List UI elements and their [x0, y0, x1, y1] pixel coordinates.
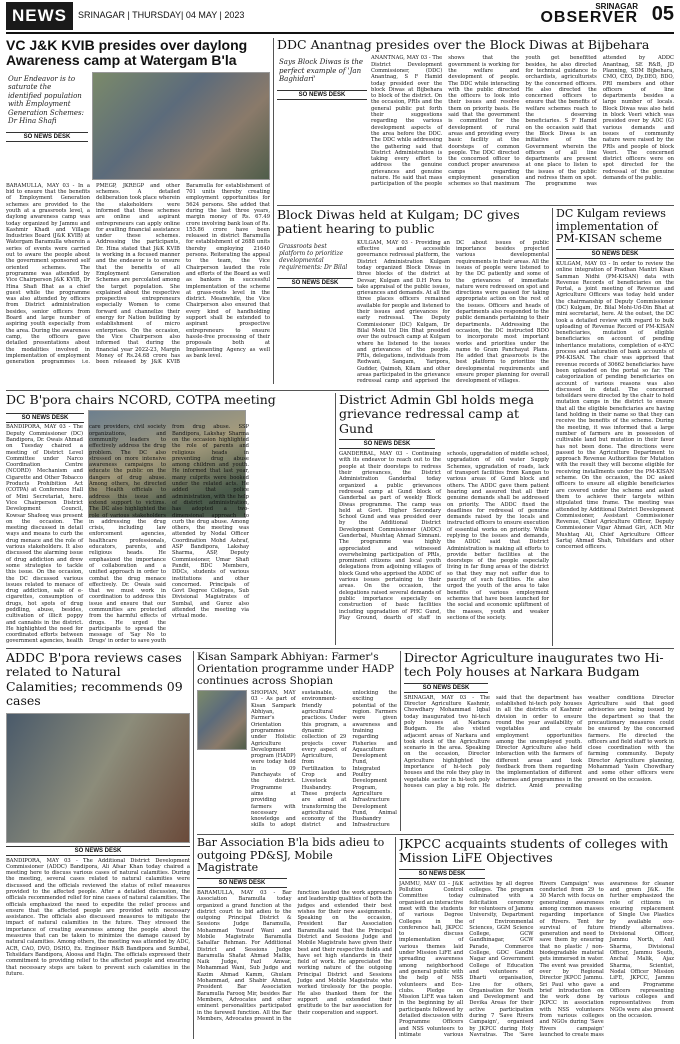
column-rule: [395, 837, 396, 1039]
column-rule: [400, 651, 401, 831]
headline: Bar Association B'la bids adieu to outgoing PD&SJ, Mobile Magistrate: [197, 837, 385, 875]
article-poly-houses: [404, 651, 674, 831]
byline: SO NEWS DESK: [404, 683, 488, 693]
byline: SO NEWS DESK: [339, 439, 435, 449]
article-kvib: [6, 38, 270, 388]
headline: VC J&K KVIB presides over daylong Awareness camp at Watergam B'la: [6, 38, 248, 69]
masthead-divider: [6, 32, 674, 34]
headline: DC B'pora chairs NCORD, COTPA meeting: [6, 393, 276, 407]
article-body: BARAMULLA, MAY 03 - In a bid to ensure that the benefits of Employment Generation schemes are provided to the youth at a grassroots level, a daylong awareness camp was today organized by Jammu and Kashmir Khadi and Village Industries Board (J&K KVIB) at Watergam Baramulla wherein a series of events were carried out to aware the people about the government sponsored self oriented schemes. The programme was attended by Vice Chairperson J&K KVIB, Dr Hina Shafi Bhat as a chief guest while the programme was also attended by officers from District administration besides, senior officers from Board and large number of aspiring youth especially from the area. During the awareness camp, the officers gave detailed presentations about the modalities involved in implementation of employment generation programmes i.e. PMEGP, JKREGP and other schemes. A detailed deliberation took place wherein the stakeholders were informed that these schemes are online and aspirant entrepreneurs can apply online for availing financial assistance under these schemes. Addressing the participants, Dr. Hina stated that J&K KVIB is working in a focused manner and the endeavor is to ensure that the benefits of all Employment Generation Schemes are percolated among the target population. She explained about the respective prospective entrepreneurs especially Women to come forward and channelize their energy for Nation building by establishment of micro enterprises. On the occasion, the Vice Chairperson also informed that during the financial year 2022-23, Margin Money of Rs.24.68 crore has been released by J&K KVIB Baramulla for establishment of 701 units thereby creating employment opportunities for 5624 persons. She added that during the last three years, margin money of Rs. 67.49 crore involving bank loan of Rs. 155.86 crore have been released in district Baramulla for establishment of 2688 units thereby employing 21640 persons. Reiterating the appeal to the team, the Vice Chairperson lauded the role and efforts of the Board as well as bankers in successful implementation of the scheme at grass-roots level in the district. Meanwhile, the Vice Chairperson also ensured that every kind of handholding support shall be extended to aspirant prospective entrepreneurs to ensure hassle-free processing of their proposals both at Implementing Agency as well as bank level.: [6, 182, 270, 366]
byline: SO NEWS DESK: [197, 878, 287, 888]
headline: ADDC B'pora reviews cases related to Natural Calamities; recommends 09 cases: [6, 651, 183, 709]
pull-quote: Our Endeavor is to saturate the identified population with Employment Generation Schemes: Dr Hina Shafi: [8, 74, 85, 126]
column-rule: [552, 208, 553, 646]
article-body: KULGAM, MAY 03 - Providing an effective and accessible governance redressal platform, the District Administration Kulgam today organized Block Diwas in three blocks of the district at Devsar, Kulgam and D.H Pora to take appraisal of the public issues, grievances and demands. At all the three places officers remained available for people and listened to their issues and grievances for early redressal. The Deputy Commissioner (DC) Kulgam, Dr Bilal Mohi Ud Din Bhat presided over the outreach camp at Kulgam where he listened to the issues and grievances of the people. PRIs, delegations, individuals from Redwani, Sangam, Yaripora, Gudder, Qaimoh, Kilam and other areas participated in the grievance redressal camp and apprised the DC about issues of public importance besides projected various developmental requirements in their areas. All the issues of people were listened to by the DC patiently and some of the grievances of immediate nature were redressed on spot and directions were passed for taking appropriate action on the rest of the issues. Officers and heads of departments also responded to the public demands pertaining to their departments. Addressing the occasion, the DC instructed BDO to incorporate most important works and priorities under the name to Gram Panchayat Plans. He added that grassroots is the best platform to prioritize the developmental requirements and ensure proper planning for overall development of villages.: [357, 239, 549, 385]
article-pm-kisan: [556, 208, 674, 646]
article-body: BARAMULLA, MAY 03 - Bar Association Baramulla today organized a grand function at the district court to bid adieu to the outgoing Principal District & Sessions Judge Baramulla, Mohammad Yousuf Wani and Mobile Magistrate Baramulla Sahalfar Rehman. For Additional District and Sessions Judge Baramulla Shafat Ahmad Mallik, Naik Judge, Fazl Anwar, Mohammad Wani, Sub Judge and Kazim Ahmad Kamm, Ghulam Mohammad, and Shabir Ahmad, President Bar Association Baramulla Farooq Mir, besides Bar Members, Advocates and other eminent personalities participated in the farewell function. All the Bar Members, Advocates present in the function lauded the work approach and leadership qualities of both the judges and extended their best wishes for their new assignments. Speaking on the occasion, President Bar Association Baramulla said that the Principal District and Sessions Judge and Mobile Magistrate have given their best and their respective fields and have set high standards in their field of work. He appreciated the working nature of the outgoing Principal District and Sessions Judge and Mobile Magistrate who worked tirelessly for the people. He also thanked them for the support and extended their gratitude to the bar association for their cooperation and support.: [197, 889, 392, 1022]
article-body: SRINAGAR, MAY 03 - The Director Agriculture Kashmir, Chowdhary Mohammad Iqbal today inaugurated two hi-tech poly houses at Narkara Budgam. He also visited adjacent areas of Narkara and took stock of the Agriculture scenario in the area. Speaking on the occasion, Director Agriculture highlighted the importance of hi-tech poly houses and the role they play in vegetable sector in hi-tech poly houses can play a big role. He said that the department has established hi-tech poly houses in all the districts of Kashmir division in order to ensure round the year availability of vegetables and create employment opportunities among the unemployed youth. Director Agriculture also held interaction with the farmers of different areas and took feedback from them regarding the implementation of different schemes and programmes in the district. Amid prevailing weather conditions Director Agriculture said that good advisories are being issued by the department so that the precautionary measures could be ensured by the concerned farmers. He directed the officers and field staff to work in close coordination with the farming community. Deputy Director Agriculture planning, Mohammad Yasin Chowdhary and some other officers were present on the occasion.: [404, 694, 674, 789]
article-kisan-sampark: [197, 651, 397, 831]
article-bar-association: [197, 837, 392, 1039]
section-rule: [197, 834, 674, 835]
column-rule: [273, 38, 274, 384]
pull-quote: Grassroots best platform to prioritize developmental requirements: Dr Bilal: [279, 242, 348, 272]
article-body: BANDIPORA, MAY 03 - The Additional District Development Commissioner (ADDC) Bandipora, Ali Afsar Khan today chaired a meeting here to discuss various cases of natural calamities. During the meeting, several cases related to natural calamities were discussed and the officials reviewed the status of relief measures provided to the affected people. After a detailed discussion, the officials recommended relief for nine cases of natural calamities. The officials emphasized the need to expedite the relief process and ensure that the affected people are provided with necessary assistance. The officials also discussed measures to mitigate the impact of natural calamities in the future. They stressed the importance of creating awareness among the people about the measures that can be taken to minimize the damage caused by natural calamities. Among others, the meeting was attended by ADC, ACR, CAO, DVO, DSHO, Ex. Engineer R&B Bandipora and Sumbal, Tehsildars Bandipora, Aloosa and Hajin. The officials expressed their commitment to providing relief to the affected people and ensuring that necessary steps are taken to prevent such calamities in the future.: [6, 857, 190, 977]
brand-name: OBSERVER: [540, 9, 638, 26]
headline: JKPCC acquaints students of colleges with Mission LiFE Objectives: [399, 837, 669, 866]
headline: Kisan Sampark Abhiyan: Farmer's Orientation programme under HADP continues across Shopian: [197, 651, 395, 688]
byline: SO NEWS DESK: [6, 413, 84, 423]
article-body: BANDIPORA, MAY 03 - The Deputy Commissioner (DC) Bandipora, Dr. Owais Ahmad on Tuesday chaired a meeting of District Level Committee under Narco Coordination Centre (NCORD) Mechanism and Cigarette and Other Tobacco Products Prohibition Act (COTPA) at Conference Hall of Mini Secretariat, here. Vice Chairperson District Development Council, Kowsar Shafeeq was present on the occasion. The meeting discussed in detail ways and means to curb the drug menace and the role of various stakeholders. It also discussed the alarming issue of drug addiction and drew some strategies to tackle this issue. On the occasion, the DC discussed various issues related to menace of drug addiction, sale of e-cigarettes, consumption of drugs, hot spots of drug peddling, abuse, besides, cultivation of illicit poppy and cannabis in the district. He highlighted the need for coordinated efforts between government agencies, health care providers, civil society organizations, and community leaders to effectively address the drug problem. The DC also stressed on more intensive awareness campaigns to educate the public on the dangers of drug abuse. Among others, he directed the Health officials to address this issue and extend support to victims. The DC also highlighted the role of various stakeholders in addressing the drug crisis, including law enforcement agencies, healthcare professionals, educators, parents, and religious heads. He emphasized the importance of collaboration and a unified approach in order to combat the drug menace effectively. Dr. Owais said that we must work in coordination to address this issue and ensure that our communities are protected from the harmful effects of drugs. He urged the participants to spread the message of 'Say No to Drugs' in order to save youth from drug abuse. SSP Bandipora, Lakshay Sharma on the occasion highlighted the role of parents and religious heads in preventing drug abuse among children and youth. He informed that last year, many culprits were booked under the related acts. He added that police administration, with the help of district administration, has adopted a two-dimensional approach to curb the drug abuse. Among others, the meeting was attended by Nodal Officer Coordination Mohd Ashraf, ASP Bandipora, Lakshay Sharma, ASP, Deputy Commissioner, Umar Shafi Pandit, BDC Members, DDCs, students of various institutions and other concerned. Principals of Govt Degree Colleges, Sub Divisional Magistrates of Sumbal, and Gurez also attended the meeting via virtual mode.: [6, 424, 249, 645]
page-number: 05: [651, 3, 674, 25]
section-rule: [277, 205, 674, 206]
byline: SO NEWS DESK: [399, 869, 485, 879]
section-label: NEWS: [6, 2, 73, 30]
section-rule: [6, 390, 549, 391]
article-body: KULGAM, MAY 03 - In order to review the online integration of Pradhan Mantri Kisan Samman Nidhi (PM-KISAN) data with Revenue Records of beneficiaries on the Portal, a joint meeting of Revenue and Agriculture Officers was today held under the chairmanship of Deputy Commissioner (DC) Kulgam, Dr. Bilal Mohi-Ud-Din Bhat at mini secretariat, here. At the outset, the DC took a detailed review with regard to bulk uploading of Revenue Record of PM-KISAN beneficiaries, mutation of eligible beneficiaries on account of pending inheritance mutations, completion of e-KYC process and saturation of bank accounts of PM-KISAN. The chair was apprised that revenue records of 30662 beneficiaries have been uploaded on the portal so far. The categorization of pending beneficiaries on account of various reasons was also discussed in detail. The concerned tehsildars were directed by the chair to hold mutation camps in the district to ensure that all the eligible beneficiaries are having land holding in their name so that they can receive the benefits of the scheme. During the meeting, it was informed that a large number of farmers are in possession of cultivable land but mutation in their favor has not been done. The directions were passed to the Agriculture Department to approach Revenue Authorities for Mutation with the result they will become eligible for receiving installments under the PM-KISAN scheme. On the occasion, the DC asked officers to ensure all eligible beneficiaries are covered under the scheme and asked them to achieve their targets within stipulated time frame. The meeting was attended by Additional District Development Commissioner, Assistant Commissioner Revenue, Chief Agriculture Officer, Deputy Commissioner Vigar Ahmad Giri, ACR Mir Mushtaq Ali, Chief Agriculture Officer Sartaj Ahmad Shah, Tehsildars and other concerned officers.: [556, 260, 674, 551]
article-body: JAMMU, MAY 03 - J&K Pollution Control Committee today organised an interactive meet with the students of various Degree Colleges in the conference hall, JKPCC to discuss implementation of various themes laid under Mission LiFE and spreading awareness among neighborhood and general public with the help of NSS volunteers and Eco-clubs. Pledge on Mission LiFE was taken in the beginning by all participants followed by detailed discussion with Programme Officers and NSS volunteers to intimate various activities by all degree colleges. The program culminated with a felicitation ceremony for volunteers of Jammu University, Department of Environmental Sciences, GGM Science College, GCW Gandhinagar, GCW Parade, Commerce College, GDC Gandhi Nagar and Government College of Education and volunteers of Dharti organisation, Live for others, Organisation for Youth and Development and Devika Areas for their active participation during 7 'Save Rivers Campaign', organised by JKPCC during Holy Navratras. The 'Save Rivers Campaign' was conducted from 29 to 30 March with focus on generating awareness among common masses regarding importance of Rivers. Tent for survival of future generation and need to save them by ensuring that no plastic / non-biodegradable material gets immersed in water. The event was presided over by Regional Director JKPCC Jammu. Sri Paul who gave a brief introduction on the work done by JKPCC in association with NSS volunteers from various colleges and NGOs during 'Save Rivers campaign' launched to create mass awareness for cleaner and green J&K. He further emphasized the role of citizens in ensuring replacement of Single Use Plastics by available eco-friendly alternatives. Divisional Officer, Jammu North, Anil Sharma, Divisional Officer, Jammu South, Anchal Malik, Ajaz Sharma, Scientist, Nodal Officer Mission LiFE, JKPCC, Jammu and Programme Officers representing various colleges and representatives from NGOs were also present on the occasion.: [399, 880, 674, 1038]
news-photo: [197, 690, 247, 750]
byline: SO NEWS DESK: [6, 132, 88, 142]
byline: SO NEWS DESK: [6, 846, 190, 856]
column-rule: [335, 393, 336, 645]
byline: SO NEWS DESK: [556, 249, 674, 259]
article-body: ANANTNAG, MAY 03 - The District Development Commissioner, (DDC) Anantnag, S F Hamid today presided over the block Diwas at Bijbehara to block of the district. On the occasion, PRIs and the general public put forth their suggestions regarding the various development aspects of the area before the DDC. The DDC while addressing the gathering said that District Administration is taking every effort to address the genuine grievances and genuine nature. He said that mass participation of the people shows that the government is working for the welfare and development of people. The DDC while interacting with the public directed the officers to look into their issues and resolve them on priority basis. He said that the government is committed for the development of rural areas and providing every basic facility at the doorsteps of common people. The DDC directed the concerned officer to conduct proper awareness camps regarding employment generation schemes so that maximum youth get benefitted besides, he also directed for technical guidance to orchardists, agriculturists by the concerned officers. He also directed the concerned officers to ensure that the benefits of welfare schemes reach to the deserving beneficiaries. S F Hamid on the occasion said that the Block Diwas is an initiative of the Government wherein the officers of all line departments are present at one place to listen to the issues of the public and redress them on spot. The programme was attended by ADDC Anantnag, SE R&B, JD Planning, SDM Bijbehara, CMO, CEO, Dy.DEO, BDO, PRI members and other officers of line departments besides a large number of locals. Block Diwas was also held in block Veeri which was presided over by ADC (G) various demands and issues of community nature were raised by the PRIs and people of block Veeri. The concerned district officers were on spot directed for the redressal of the genuine demands of the public.: [371, 55, 674, 188]
headline: District Admin Gbl holds mega grievance redressal camp at Gund: [339, 393, 534, 436]
news-photo: [6, 713, 190, 843]
article-block-diwas-kulgam: [277, 208, 549, 388]
article-ganderbal-camp: [339, 393, 549, 645]
pull-quote: Says Block Diwas is the perfect example of 'Jan Baghidari': [279, 58, 364, 84]
byline: SO NEWS DESK: [277, 278, 353, 288]
article-ncord-cotpa: [6, 393, 332, 645]
headline: DC Kulgam reviews implementation of PM-KISAN scheme: [556, 208, 666, 246]
headline: DDC Anantnag presides over the Block Diwas at Bijbehara: [277, 38, 650, 52]
section-rule: [6, 648, 674, 649]
brand-logo: [540, 2, 638, 25]
byline: SO NEWS DESK: [277, 90, 367, 100]
article-body: GANDERBAL, MAY 03 - Continuing with its endeavor to reach out to the people at their doorsteps to redress their grievances, the District Administration Ganderbal today organized a public grievances redressal camp at Gund block of Ganderbal as part of weekly Block Diwas programme. The camp was held at Govt. Higher Secondary School Gund and was presided over by the Additional District Development Commissioner (ADDC) Ganderbal, Mushtaq Ahmad Simnani. The programme was highly appreciated and witnessed overwhelming participation of PRIs, prominent citizens and local youth delegations from adjoining villages of block Gund who apprised the ADDC of various issues pertaining to their areas. On the occasion, the delegations raised several demands of public importance especially on construction of basic facilities including upgradation of PHC Gund, Play Ground, dearth of staff in schools, upgradation of middle school, upgradation of old water Supply Schemes, upgradation of roads, lack of transport facilities from Kangan to various areas of Gund block and others. The ADDC gave them patient hearing and assured that all their genuine demands shall be addressed on priority. The ADDC fixed the deadlines for redressal of genuine demands raised by the locals and instructed officers to ensure execution of essential works on priority. While replying to the issues and demands, the ADDC said that District Administration is making all efforts to provide better facilities at the doorsteps of the people especially living in far flung areas of the district so that they may not suffer due to paucity of such facilities. He also urged the youth of the area to take benefits of various employment schemes that have been launched for the social and economic upliftment of the masses, youth and weaker sections of the society.: [339, 451, 549, 621]
article-natural-calamities: [6, 651, 190, 1039]
masthead: [0, 0, 680, 30]
headline: Director Agriculture inaugurates two Hi-tech Poly houses at Narkara Budgam: [404, 651, 664, 680]
brand-city: SRINAGAR: [595, 2, 638, 11]
news-photo: [92, 72, 270, 180]
issue-date: SRINAGAR | THURSDAY| 04 MAY | 2023: [78, 10, 245, 20]
article-jkpcc-mission-life: [399, 837, 674, 1039]
headline: Block Diwas held at Kulgam; DC gives patient hearing to public: [277, 208, 520, 237]
column-rule: [193, 651, 194, 1039]
article-body: SHOPIAN, MAY 03 - As part of Kisan Sampark Abhiyan, Farmer's Orientation programmes under Holistic Agriculture Development program (HADP) were today held in 09 Panchayats of the district. Programme aims at providing farmers with necessary knowledge and skills to adopt sustainable, environment-friendly agricultural practices. Under this program, a dynamic collection of 29 projects cover every aspect of Agriculture, from Fertilization to Crop and Livestock Husbandry. These projects are aimed at transforming the agricultural economy of the district and unlocking the exciting potential of the region. Farmers were given awareness and training regarding Fisheries and Aquaculture Development Fund, Integrated Poultry Development Program, Agriculture Infrastructure Development Fund, Animal Husbandry Infrastructure: [251, 690, 397, 829]
article-ddc-anantnag: [277, 38, 674, 206]
